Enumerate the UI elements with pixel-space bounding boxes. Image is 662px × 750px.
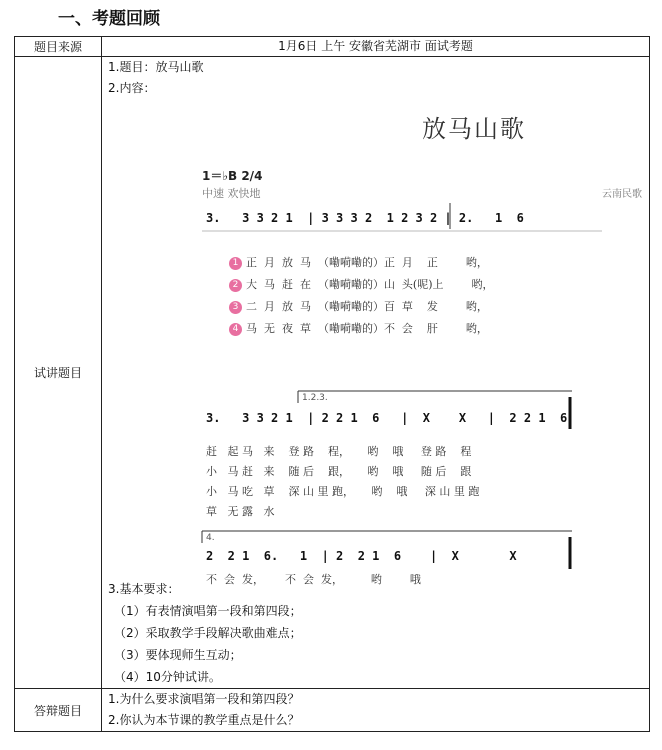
section-heading: 一、考题回顾 (58, 9, 160, 29)
volta-4: 4. (206, 533, 215, 543)
music-score (102, 99, 649, 586)
lecture-label: 试讲题目 (15, 57, 102, 689)
song-origin: 云南民歌 (602, 189, 642, 200)
requirement-2: （2）采取教学手段解决歌曲难点； (114, 626, 302, 640)
line2-lyric-1: 赶 起 马 来 登 路 程， 哟 哦 登 路 程 (206, 445, 472, 458)
content-label: 2.内容： (108, 81, 156, 95)
verse-number-2: 2 (229, 279, 242, 292)
defense-row (15, 689, 650, 732)
question-1: 1.为什么要求演唱第一段和第四段？ (108, 692, 300, 706)
notation-line-3: 2 2 1 6. 1 | 2 2 1 6 | X X (206, 549, 517, 563)
notation-line-2: 3. 3 3 2 1 | 2 2 1 6 | X X | 2 2 1 6 (206, 411, 568, 425)
verse-number-3: 3 (229, 301, 242, 314)
verse-4 (194, 307, 488, 349)
lecture-content (102, 57, 650, 689)
lecture-row (15, 57, 650, 689)
verse-text-2: 大 马 赶 在 （嘞嗬嘞的）山 头(呢)上 哟， (245, 278, 494, 291)
source-label: 题目来源 (15, 37, 102, 57)
verse-number-4: 4 (229, 323, 242, 336)
source-row (15, 37, 650, 57)
tempo-marking: 中速 欢快地 (202, 187, 261, 200)
requirement-4: （4）10分钟试讲。 (114, 670, 221, 684)
defense-content (102, 689, 650, 732)
defense-label: 答辩题目 (15, 689, 102, 732)
notation-line-1: 3. 3 3 2 1 | 3 3 3 2 1 2 3 2 | 2. 1 6 (206, 211, 524, 225)
topic-line: 1.题目：放马山歌 (108, 60, 204, 74)
requirement-3: （3）要体现师生互动； (114, 648, 242, 662)
verse-text-1: 正 月 放 马 （嘞嗬嘞的）正 月 正 哟， (245, 256, 488, 269)
question-2: 2.你认为本节课的教学重点是什么？ (108, 713, 300, 727)
line2-lyric-2: 小 马 赶 来 随 后 跟， 哟 哦 随 后 跟 (206, 465, 472, 478)
line2-lyric-4: 草 无 露 水 (206, 505, 275, 518)
key-signature: 1＝♭B 2/4 (202, 169, 263, 183)
requirement-1: （1）有表情演唱第一段和第四段； (114, 604, 302, 618)
source-value: 1月6日 上午 安徽省芜湖市 面试考题 (102, 37, 650, 57)
line2-lyric-3: 小 马 吃 草 深 山 里 跑， 哟 哦 深 山 里 跑 (206, 485, 480, 498)
exam-table (14, 36, 650, 732)
volta-1: 1.2.3. (302, 393, 328, 403)
line3-lyric: 不 会 发， 不 会 发， 哟 哦 (206, 573, 421, 586)
requirements-label: 3.基本要求： (108, 582, 180, 596)
verse-text-4: 马 无 夜 草 （嘞嗬嘞的）不 会 肝 哟， (245, 322, 488, 335)
verse-number-1: 1 (229, 257, 242, 270)
verse-text-3: 二 月 放 马 （嘞嗬嘞的）百 草 发 哟， (245, 300, 488, 313)
song-title: 放马山歌 (422, 115, 526, 143)
